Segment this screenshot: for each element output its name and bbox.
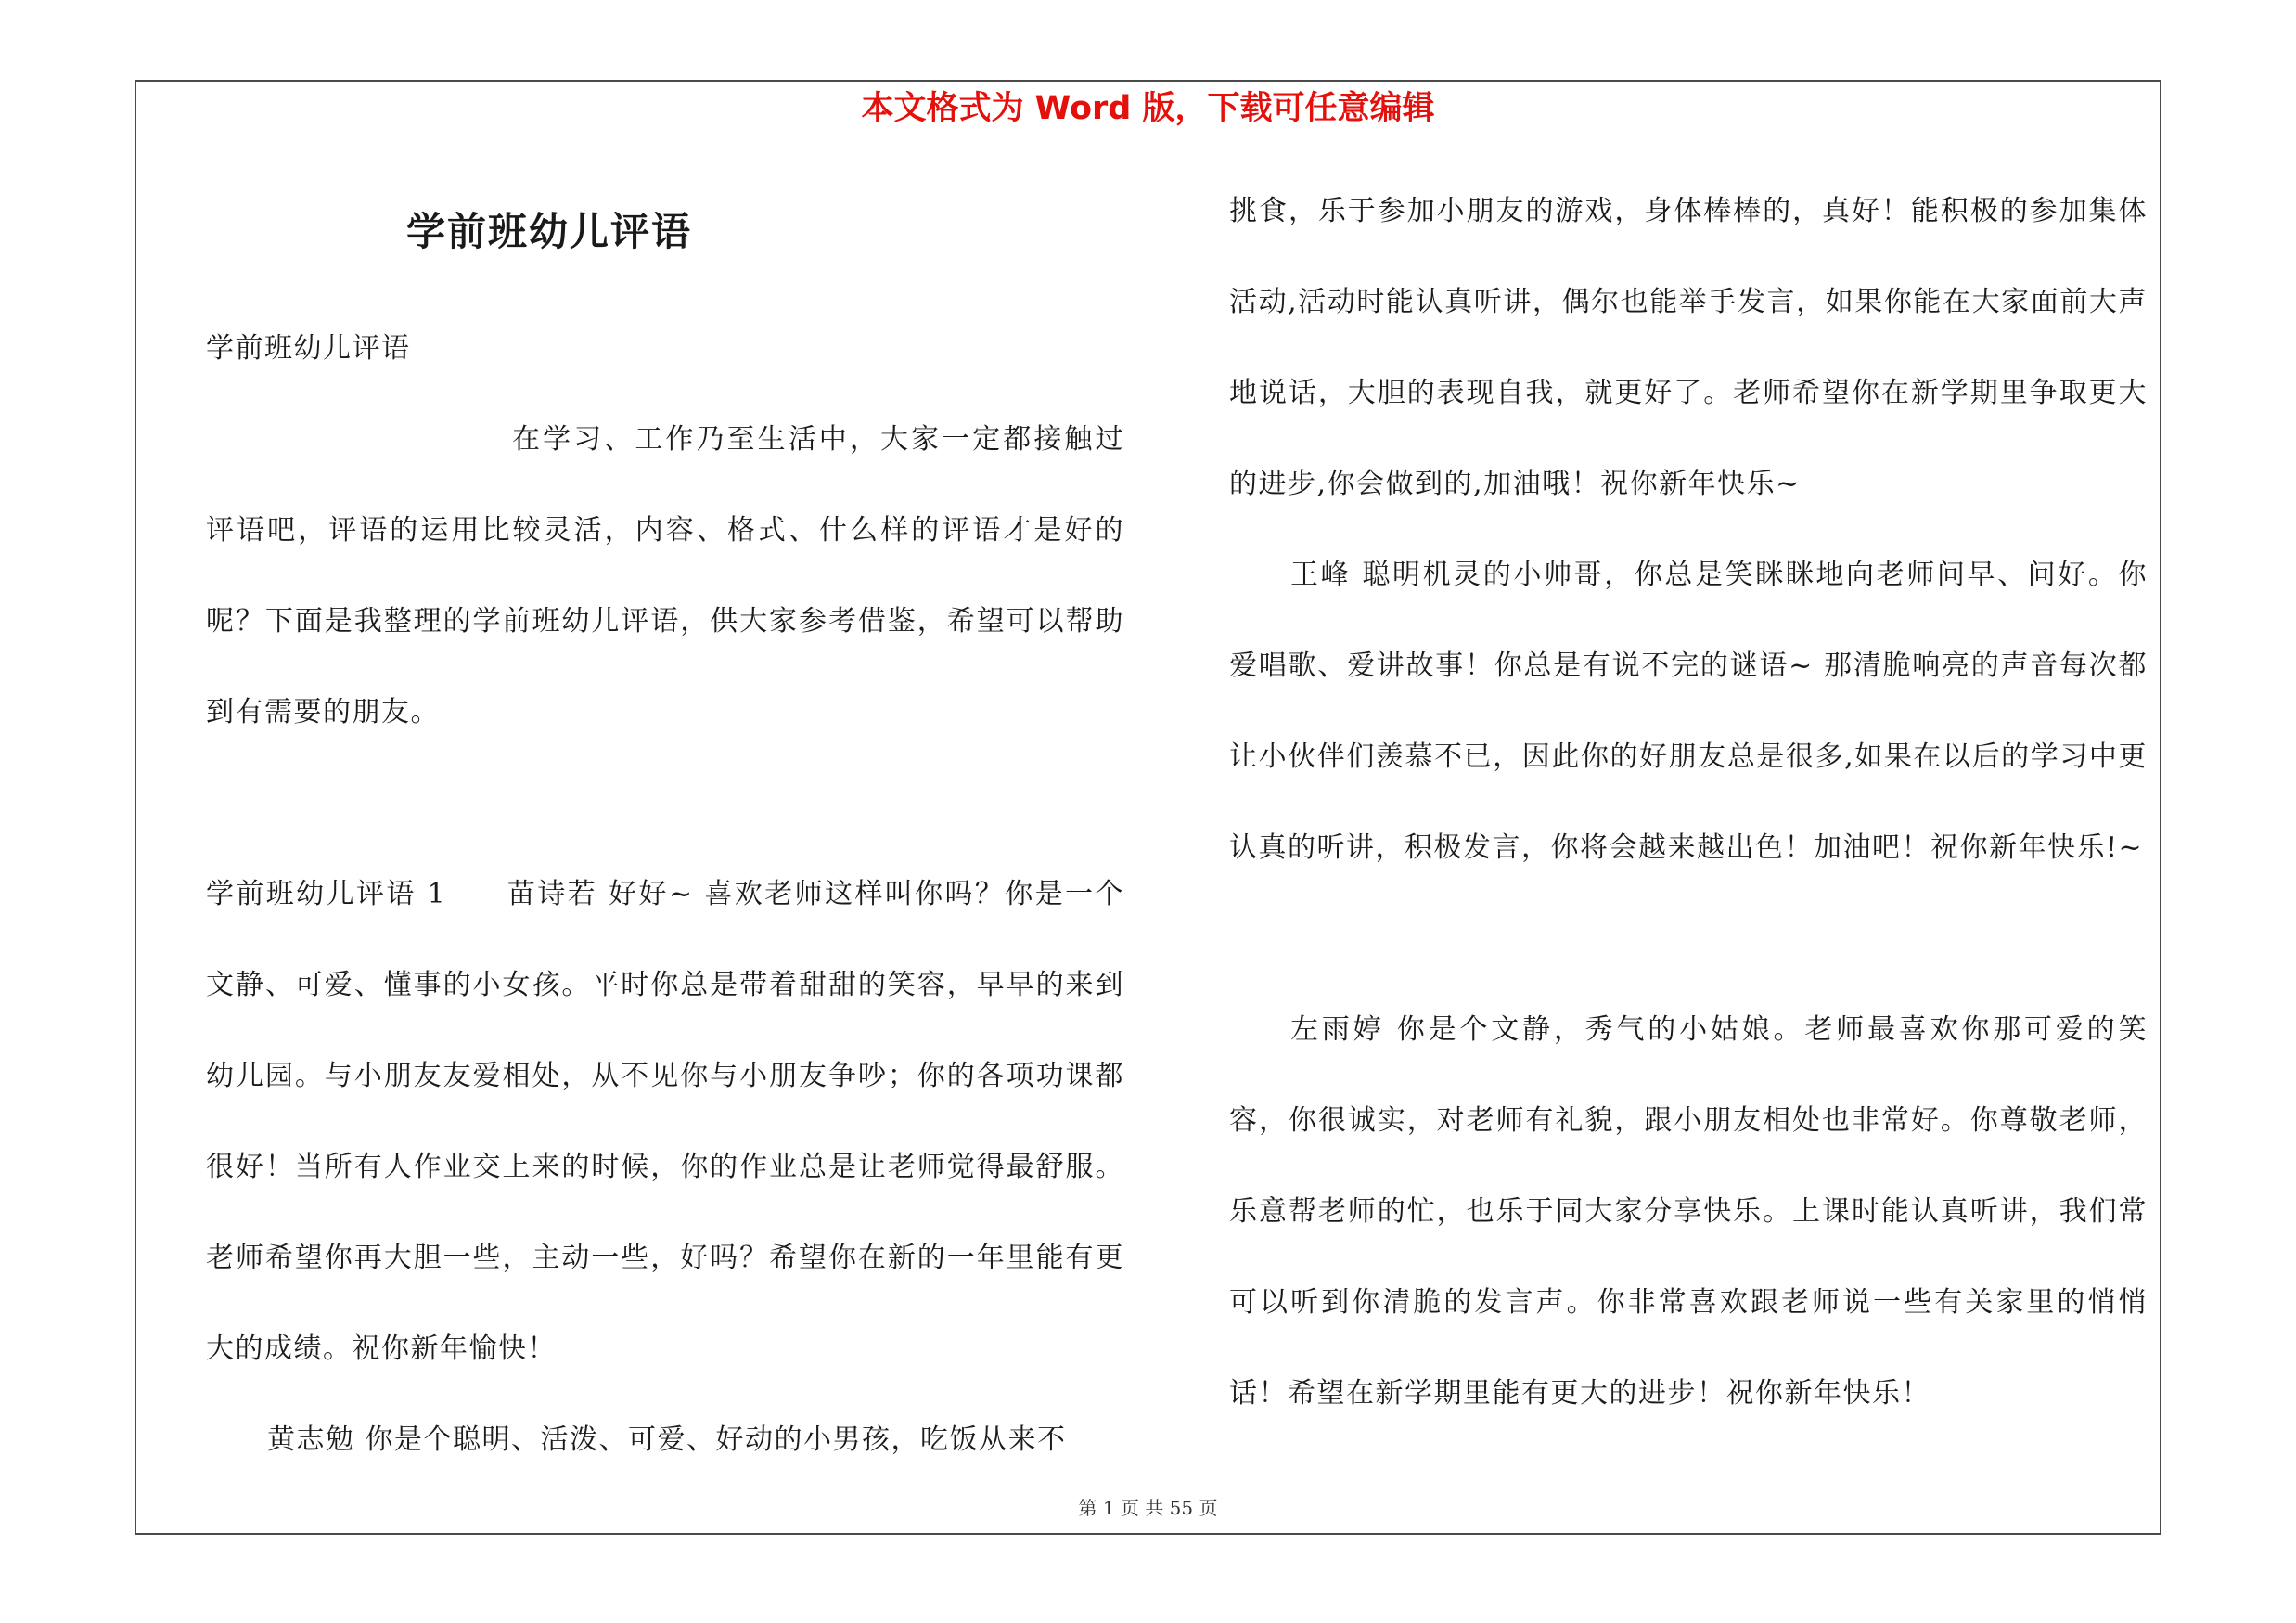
page-number-footer: 第 1 页 共 55 页 — [1078, 1497, 1218, 1519]
entry-3-paragraph: 王峰 聪明机灵的小帅哥，你总是笑眯眯地向老师问早、问好。你爱唱歌、爱讲故事！你总是有说不完的谜语~ 那清脆响亮的声音每次都让小伙伴们羡慕不已，因此你的好朋友总是很多,如果在以后的学习中更认真的听讲，积极发言，你将会越来越出色！加油吧！祝你新年快乐!~ — [1229, 559, 2148, 864]
entry-1-paragraph: 学前班幼儿评语 1 苗诗若 好好~ 喜欢老师这样叫你吗？你是一个文静、可爱、懂事的小女孩。平时你总是带着甜甜的笑容，早早的来到幼儿园。与小朋友友爱相处，从不见你与小朋友争吵；你的各项功课都很好！当所有人作业交上来的时候，你的作业总是让老师觉得最舒服。老师希望你再大胆一些，主动一些，好吗？希望你在新的一年里能有更大的成绩。祝你新年愉快！ — [206, 878, 1124, 1365]
intro-paragraph: 在学习、工作乃至生活中，大家一定都接触过评语吧，评语的运用比较灵活，内容、格式、什么样的评语才是好的呢？下面是我整理的学前班幼儿评语，供大家参考借鉴，希望可以帮助到有需要的朋友。 — [206, 423, 1124, 728]
format-banner: 本文格式为 Word 版，下载可任意编辑 — [861, 90, 1435, 127]
document-title: 学前班幼儿评语 — [405, 209, 692, 254]
entry-2-paragraph-continued: 挑食，乐于参加小朋友的游戏，身体棒棒的，真好！能积极的参加集体活动,活动时能认真听讲，偶尔也能举手发言，如果你能在大家面前大声地说话，大胆的表现自我，就更好了。老师希望你在新学期里争取更大的进步,你会做到的,加油哦！祝你新年快乐~ — [1229, 195, 2148, 500]
left-subtitle: 学前班幼儿评语 — [206, 332, 411, 365]
entry-4-paragraph: 左雨婷 你是个文静，秀气的小姑娘。老师最喜欢你那可爱的笑容，你很诚实，对老师有礼貌，跟小朋友相处也非常好。你尊敬老师，乐意帮老师的忙，也乐于同大家分享快乐。上课时能认真听讲，我们常可以听到你清脆的发言声。你非常喜欢跟老师说一些有关家里的悄悄话！希望在新学期里能有更大的进步！祝你新年快乐！ — [1229, 1013, 2148, 1410]
entry-2-paragraph-start: 黄志勉 你是个聪明、活泼、可爱、好动的小男孩，吃饭从来不 — [267, 1423, 1067, 1456]
